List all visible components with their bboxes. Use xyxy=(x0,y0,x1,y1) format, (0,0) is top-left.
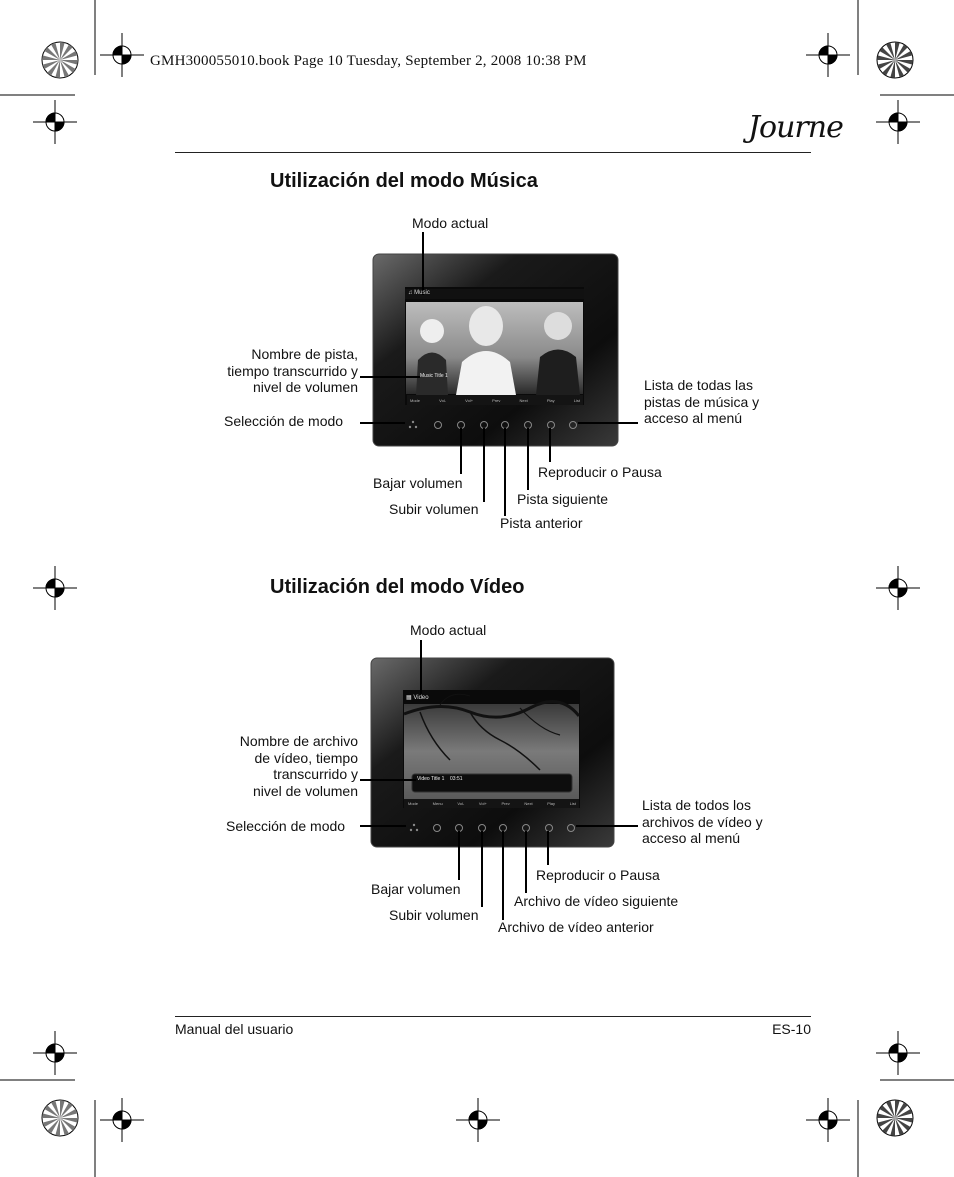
label-next: Pista siguiente xyxy=(517,491,609,507)
label-current-mode-video: Modo actual xyxy=(410,622,487,638)
label-current-mode: Modo actual xyxy=(412,215,489,231)
footer-left: Manual del usuario xyxy=(175,1021,294,1037)
label-vol-up: Subir volumen xyxy=(389,501,479,517)
music-mode-indicator: ♫ Music xyxy=(408,290,430,296)
label-prev: Pista anterior xyxy=(500,515,583,531)
video-track-info: Video Title 1 03:51 xyxy=(417,776,463,782)
music-track-title: Music Title 1 xyxy=(420,373,448,379)
label-list-access-video: Lista de todos los archivos de vídeo y acceso al menú xyxy=(642,797,763,846)
video-bottom-bar: Mode Menu Vol- Vol+ Prev Next Play List xyxy=(408,801,576,806)
label-mode-select: Selección de modo xyxy=(224,413,344,429)
label-track-info: Nombre de pista, tiempo transcurrido y nivel de volumen xyxy=(227,346,358,395)
section-title-music: Utilización del modo Música xyxy=(270,170,538,192)
label-prev-video: Archivo de vídeo anterior xyxy=(498,919,654,935)
label-play-pause-video: Reproducir o Pausa xyxy=(536,867,660,883)
video-mode-indicator: ▦ Video xyxy=(406,695,429,701)
footer-page-number: ES-10 xyxy=(772,1021,811,1037)
label-list-access: Lista de todas las pistas de música y acceso al menú xyxy=(644,377,760,426)
print-header: GMH300055010.book Page 10 Tuesday, September 2, 2008 10:38 PM xyxy=(150,53,587,69)
label-vol-down: Bajar volumen xyxy=(373,475,463,491)
label-track-info-video: Nombre de archivo de vídeo, tiempo transcurrido y nivel de volumen xyxy=(239,733,358,799)
label-next-video: Archivo de vídeo siguiente xyxy=(514,893,679,909)
brand-logo: Journe xyxy=(748,110,843,145)
music-bottom-bar: Mode Vol- Vol+ Prev Next Play List xyxy=(410,398,580,403)
section-title-video: Utilización del modo Vídeo xyxy=(270,576,525,598)
footer-rule xyxy=(175,1016,811,1017)
label-vol-down-video: Bajar volumen xyxy=(371,881,461,897)
label-mode-select-video: Selección de modo xyxy=(226,818,346,834)
label-vol-up-video: Subir volumen xyxy=(389,907,479,923)
label-play-pause: Reproducir o Pausa xyxy=(538,464,662,480)
